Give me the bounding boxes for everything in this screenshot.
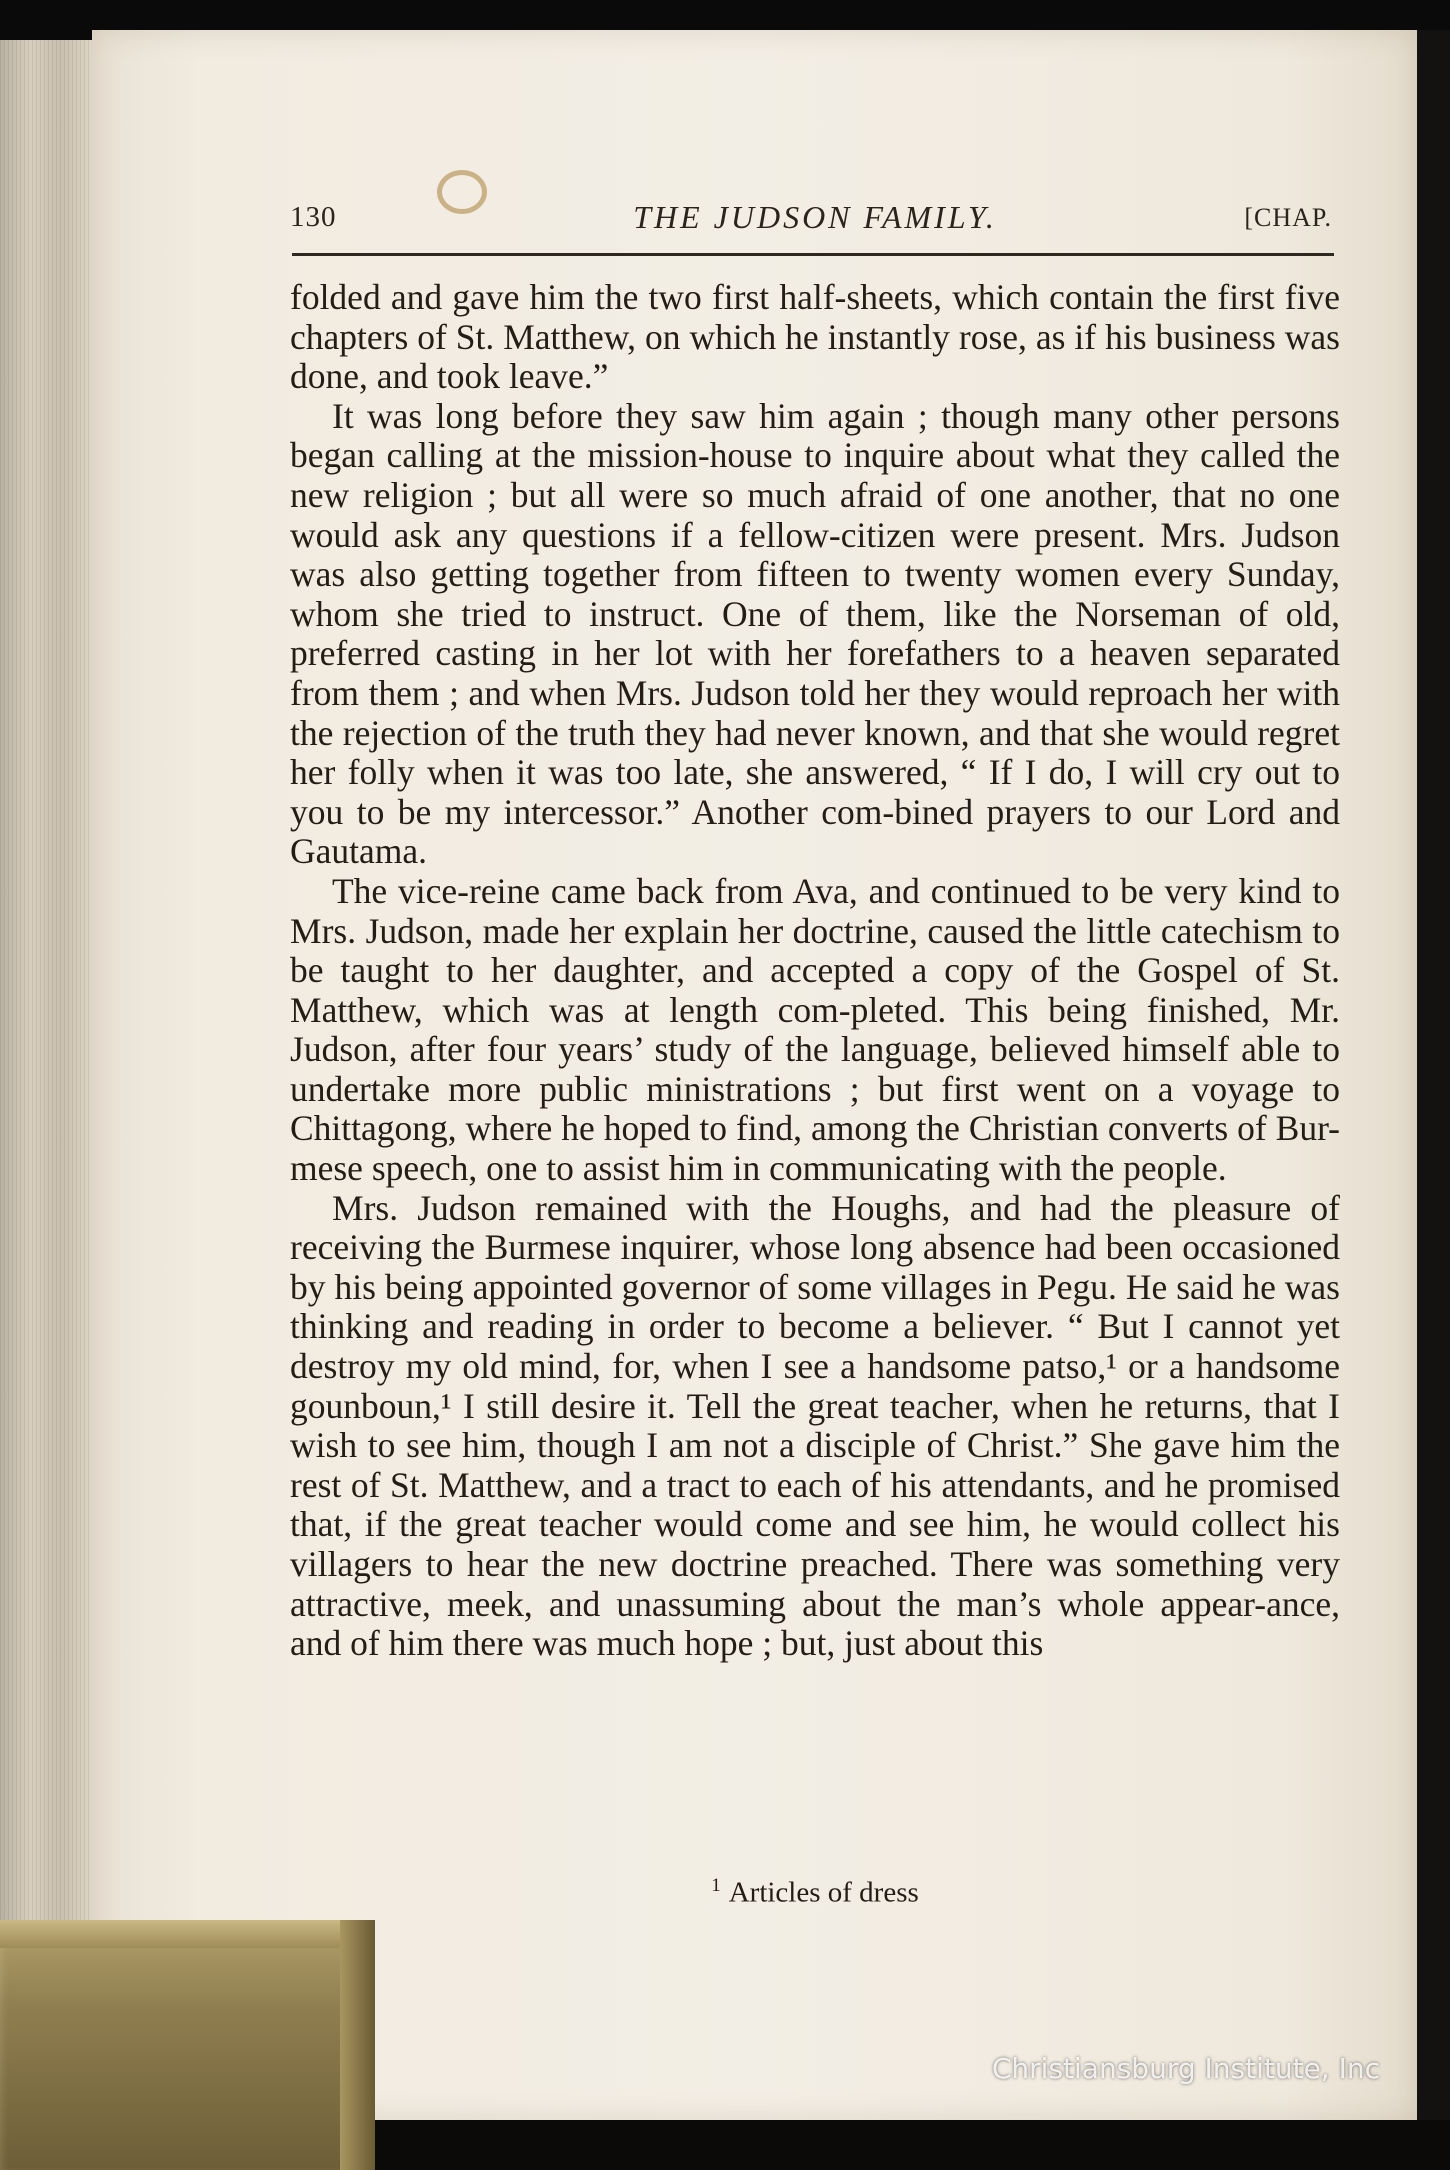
book-cover-corner: [0, 1920, 375, 2170]
photo-background-right: [1417, 30, 1450, 2120]
running-header: [290, 195, 1340, 255]
page-number: 130: [290, 201, 337, 233]
chapter-label: [CHAP.: [1244, 203, 1332, 232]
left-page-edges: [0, 40, 100, 2090]
book-cover-edge: [340, 1920, 375, 2170]
footnote: [290, 1875, 1340, 1910]
paragraph-1: folded and gave him the two first half-sheets, which contain the first five chapters of St. Matthew, on which he instantly rose, as if his business was done, and took leave.”: [290, 277, 1340, 397]
footnote-text: Articles of dress: [728, 1876, 919, 1909]
watermark: Christiansburg Institute, Inc: [991, 2052, 1380, 2085]
body-text: [290, 278, 1340, 1664]
running-title: THE JUDSON FAMILY.: [633, 199, 997, 235]
paragraph-2: It was long before they saw him again ; though many other persons began calling at the mission-house to inquire about what they called the new religion ; but all were so much afraid of one another, that no one would ask any questions if a fellow-citizen were present. Mrs. Judson was also getting together from fifteen to twenty women every Sunday, whom she tried to instruct. One of them, like the Norseman of old, preferred casting in her lot with her forefathers to a heaven separated from them ; and when Mrs. Judson told her they would reproach her with the rejection of the truth they had never known, and that she would regret her folly when it was too late, she answered, “ If I do, I will cry out to you to be my intercessor.” Another com-bined prayers to our Lord and Gautama.: [290, 395, 1340, 872]
paragraph-3: The vice-reine came back from Ava, and continued to be very kind to Mrs. Judson, made her explain her doctrine, caused the little catechism to be taught to her daughter, and accepted a copy of the Gospel of St. Matthew, which was at length com-pleted. This being finished, Mr. Judson, after four years’ study of the language, believed himself able to undertake more public ministrations ; but first went on a voyage to Chittagong, where he hoped to find, among the Christian converts of Bur-mese speech, one to assist him in communicating with the people.: [290, 870, 1340, 1189]
footnote-marker: 1: [711, 1875, 721, 1896]
header-rule: [292, 253, 1334, 256]
paragraph-4: Mrs. Judson remained with the Houghs, and had the pleasure of receiving the Burmese inquirer, whose long absence had been occasioned by his being appointed governor of some villages in Pegu. He said he was thinking and reading in order to become a believer. “ But I cannot yet destroy my old mind, for, when I see a handsome patso,¹ or a handsome gounboun,¹ I still desire it. Tell the great teacher, when he returns, that I wish to see him, though I am not a disciple of Christ.” She gave him the rest of St. Matthew, and a tract to each of his attendants, and he promised that, if the great teacher would come and see him, he would collect his villagers to hear the new doctrine preached. There was something very attractive, meek, and unassuming about the man’s whole appear-ance, and of him there was much hope ; but, just about this: [290, 1187, 1340, 1664]
